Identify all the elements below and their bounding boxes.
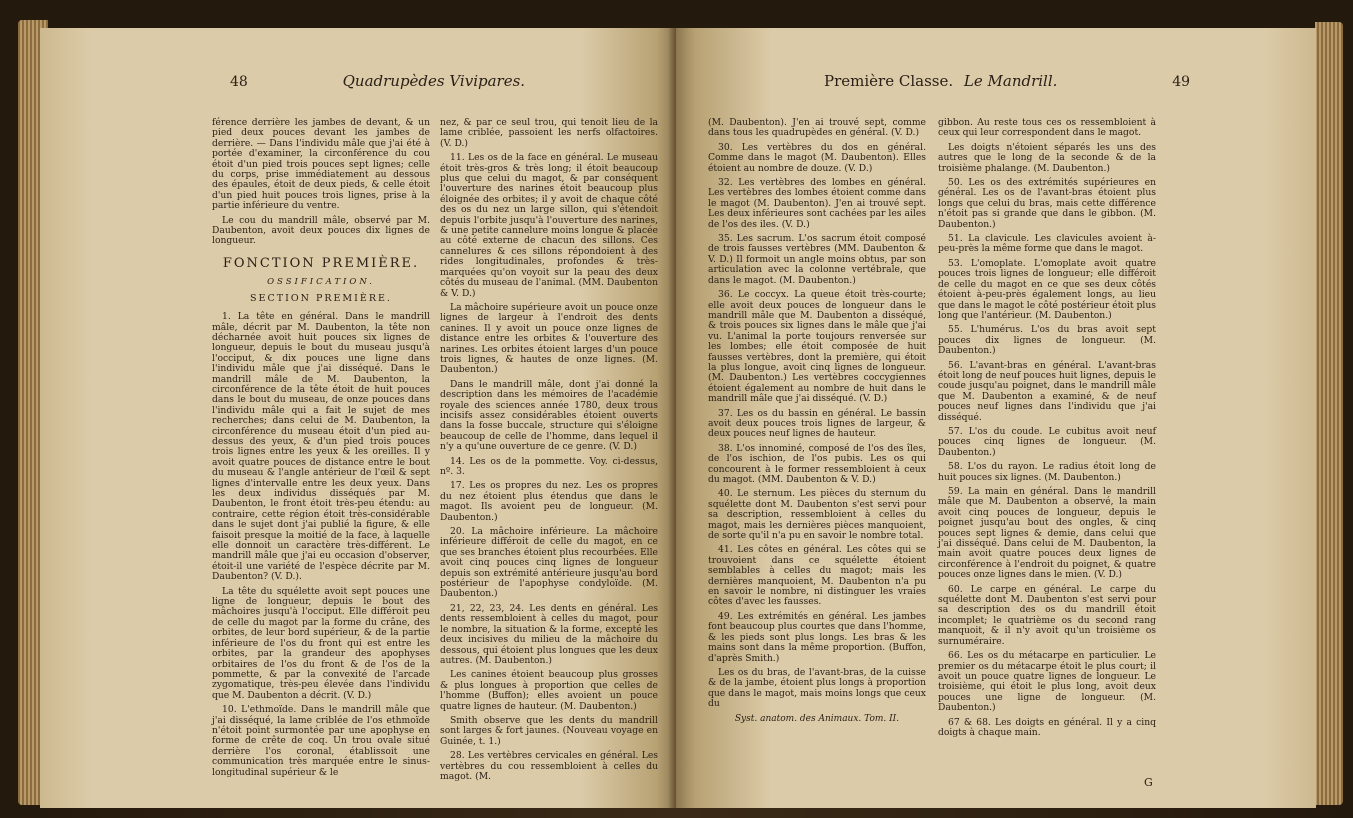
right-running-title-b: Le Mandrill. [963,72,1058,90]
right-col1-paragraph: 30. Les vertèbres du dos en général. Comme dans le magot (M. Daubenton). Elles étoient au nombre de douze. (V. D.) [708,141,926,174]
right-column-2 [938,118,1156,742]
right-col2-paragraph: 56. L'avant-bras en général. L'avant-bras étoit long de neuf pouces huit lignes, depuis le coude jusqu'au poignet, dans le mandrill mâle que M. Daubenton a examiné, & de neuf pouces neuf lignes dans l'individu que j'ai disséqué. [938,359,1156,423]
left-page-number: 48 [230,74,248,90]
right-col1-paragraph: 38. L'os innominé, composé de l'os des îles, de l'os ischion, de l'os pubis. Les os qui concourent à le former ressembloient à ceux du magot. (MM. Daubenton & V. D.) [708,442,926,485]
left-running-title: Quadrupèdes Vivipares. [342,72,526,90]
left-col2-paragraph: Les canines étoient beaucoup plus grosses & plus longues à proportion que celles de l'homme (Buffon); elles avoient un pouce quatre lignes de hauteur. (M. Daubenton.) [440,669,658,712]
right-col1-paragraph: 37. Les os du bassin en général. Le bassin avoit deux pouces trois lignes de largeur, & deux pouces neuf lignes de hauteur. [708,407,926,440]
left-col2-paragraph: 21, 22, 23, 24. Les dents en général. Les dents ressembloient à celles du magot, pour le nombre, la situation & la forme, excepté les deux incisives du milieu de la mâchoire du dessous, qui étoient plus longues que les deux autres. (M. Daubenton.) [440,602,658,666]
left-col2-paragraph: 20. La mâchoire inférieure. La mâchoire inférieure différoit de celle du magot, en ce que ses branches étoient plus recourbées. Elle avoit cinq pouces cinq lignes de longueur depuis son extrémité antérieure jusqu'au bord postérieur de l'apophyse condyloïde. (M. Daubenton.) [440,526,658,600]
right-column-1 [708,118,926,724]
right-col2-paragraph: 67 & 68. Les doigts en général. Il y a cinq doigts à chaque main. [938,716,1156,738]
observation-title: OSSIFICATION. [267,277,375,288]
signature-mark: G [1144,776,1153,789]
left-col2-paragraph: 14. Les os de la pommette. Voy. ci-dessus, nº. 3. [440,455,658,477]
left-col1b-paragraph: 10. L'ethmoïde. Dans le mandrill mâle que j'ai disséqué, la lame criblée de l'os ethmoïde n'étoit point surmontée par une apophyse en forme de crête de coq. Un trou ovale situé derrière l'os coronal, établissoit une communication très marquée entre le sinus-longitudinal supérieur & le [212,704,430,778]
left-col2-paragraph: nez, & par ce seul trou, qui tenoit lieu de la lame criblée, passoient les nerfs olfactoires. (V. D.) [440,117,658,149]
right-col1-paragraph: Les os du bras, de l'avant-bras, de la cuisse & de la jambe, étoient plus longs à proportion que dans le magot, mais moins longs que ceux du [708,666,926,710]
fonction-title: FONCTION PREMIÈRE. [222,255,420,271]
right-col2-paragraph: 53. L'omoplate. L'omoplate avoit quatre pouces trois lignes de longueur; elle différoit de celle du magot en ce que ses deux côtés étoient à-peu-près également longs, au lieu que dans le magot le côté postérieur étoit plus long que l'antérieur. (M. Daubenton.) [938,257,1156,321]
left-page [40,28,676,808]
right-col2-paragraph: 60. Le carpe en général. Le carpe du squélette dont M. Daubenton s'est servi pour sa description des os du mandrill étoit incomplet; le quatrième os du second rang manquoit, & il n'y avoit qu'un troisième os surnuméraire. [938,583,1156,647]
right-page [676,28,1316,808]
right-running-head [824,72,1190,90]
left-col1-paragraph: férence derrière les jambes de devant, & un pied deux pouces devant les jambes de derrière. — Dans l'individu mâle que j'ai été à portée d'examiner, la circonférence du cou étoit d'un pied trois pouces sept lignes; celle du corps, prise immédiatement au dessous des épaules, étoit de deux pieds, & celle étoit d'un pied huit pouces trois lignes, prise à la partie inférieure du ventre. [212,117,430,212]
left-column-1 [212,118,430,782]
right-col2-paragraph: 57. L'os du coude. Le cubitus avoit neuf pouces cinq lignes de longueur. (M. Daubenton.) [938,425,1156,458]
right-col2-paragraph: 66. Les os du métacarpe en particulier. Le premier os du métacarpe étoit le plus court; il avoit un pouce quatre lignes de longueur. Le troisième, qui étoit le plus long, avoit deux pouces une ligne de longueur. (M. Daubenton.) [938,650,1156,714]
right-col1-paragraph: (M. Daubenton). J'en ai trouvé sept, comme dans tous les quadrupèdes en général. (V. D.) [708,117,926,139]
right-col1-paragraph: 40. Le sternum. Les pièces du sternum du squélette dont M. Daubenton s'est servi pour sa description, ressembloient à celles du magot, mais les dernières pièces manquoient, de sorte qu'il n'a pu en savoir le nombre total. [708,488,926,542]
left-running-head [230,72,525,90]
right-col2-paragraph: 50. Les os des extrémités supérieures en général. Les os de l'avant-bras étoient plus longs que celui du bras, mais cette différence n'étoit pas si grande que dans le gibbon. (M. Daubenton.) [938,177,1156,230]
left-col2-paragraph: Dans le mandrill mâle, dont j'ai donné la description dans les mémoires de l'académie royale des sciences année 1780, deux trous incisifs assez considérables étoient ouverts dans la fosse buccale, structure qui s'éloigne beaucoup de celle de l'homme, dans lequel il n'y a qu'une ouverture de ce genre. (V. D.) [440,378,658,453]
right-col1-paragraph: 49. Les extrémités en général. Les jambes font beaucoup plus courtes que dans l'homme, & les pieds sont plus longs. Les bras & les mains sont dans la même proportion. (Buffon, d'après Smith.) [708,610,926,664]
left-col2-paragraph: 11. Les os de la face en général. Le museau étoit très-gros & très long; il étoit beaucoup plus que celui du magot, & par conséquent l'ouverture des narines étoit beaucoup plus éloignée des orbites; il y avoit de chaque côté des os du nez un large sillon, qui s'étendoit depuis l'orbite jusqu'à l'ouverture des narines, & une petite cannelure moins longue & placée au côté externe de chacun des sillons. Ces cannelures & ces sillons répondoient à des rides longitudinales, profondes & très-marquées qu'on voyoit sur la peau des deux côtés du museau de l'animal. (MM. Daubenton & V. D.) [440,152,658,299]
right-col1-paragraph: 36. Le coccyx. La queue étoit très-courte; elle avoit deux pouces de longueur dans le mandrill mâle que M. Daubenton a disséqué, & trois pouces six lignes dans le mâle que j'ai vu. L'animal la porte toujours renversée sur les lombes; elle étoit composée de huit fausses vertèbres, dont la première, qui étoit la plus longue, avoit cinq lignes de longueur. (M. Daubenton.) Les vertèbres coccygiennes étoient également au nombre de huit dans le mandrill mâle que j'ai disséqué. (V. D.) [708,289,926,405]
right-col1-paragraph: 35. Les sacrum. L'os sacrum étoit composé de trois fausses vertèbres (MM. Daubenton & V. D.) Il formoit un angle moins obtus, par son articulation avec la colonne vertébrale, que dans le magot. (M. Daubenton.) [708,233,926,286]
right-column-1-footer: Syst. anatom. des Animaux. Tom. II. [734,713,900,724]
right-col1-paragraph: 32. Les vertèbres des lombes en général. Les vertèbres des lombes étoient comme dans le magot (M. Daubenton). J'en ai trouvé sept. Les deux inférieures sont cachées par les ailes de l'os des iles. (V. D.) [708,177,926,230]
left-col1-paragraph: Le cou du mandrill mâle, observé par M. Daubenton, avoit deux pouces dix lignes de longueur. [212,214,430,247]
right-col2-paragraph: 55. L'humérus. L'os du bras avoit sept pouces dix lignes de longueur. (M. Daubenton.) [938,324,1156,357]
left-col2-paragraph: Smith observe que les dents du mandrill sont larges & fort jaunes. (Nouveau voyage en Guinée, t. 1.) [440,714,658,747]
left-col1b-paragraph: 1. La tête en général. Dans le mandrill mâle, décrit par M. Daubenton, la tête non décharnée avoit huit pouces six lignes de longueur, depuis le bout du museau jusqu'à l'occiput, & dix pouces une ligne dans l'individu mâle que j'ai disséqué. Dans le mandrill mâle de M. Daubenton, la circonférence de la tête étoit de huit pouces dans le bout du museau, de onze pouces dans l'individu mâle qui a fait le sujet de mes recherches; dans celui de M. Daubenton, la circonférence du museau étoit d'un pied au-dessus des yeux, & d'un pied trois pouces trois lignes entre les yeux & les oreilles. Il y avoit quatre pouces de distance entre le bout du museau & l'angle antérieur de l'œil & sept lignes d'intervalle entre les deux yeux. Dans les deux individus disséqués par M. Daubenton, le front étoit très-peu étendu: au contraire, cette région étoit très-considérable dans le sujet dont j'ai publié la figure, & elle faisoit presque la moitié de la face, à laquelle elle donnoit un caractère très-différent. Le mandrill mâle que j'ai eu occasion d'observer, étoit-il une variété de l'espèce décrite par M. Daubenton? (V. D.). [212,311,430,583]
left-col1b-paragraph: La tête du squélette avoit sept pouces une ligne de longueur, depuis le bout des mâchoires jusqu'à l'occiput. Elle différoit peu de celle du magot par la forme du crâne, des orbites, de leur bord supérieur, & de la partie inférieure de l'os du front qui est entre les orbites, par la grandeur des apophyses orbitaires de l'os du front & de l'os de la pommette, & par la convexité de l'arcade zygomatique, très-peu élevée dans l'individu que M. Daubenton a décrit. (V. D.) [212,585,430,701]
right-col2-paragraph: 51. La clavicule. Les clavicules avoient à-peu-près la même forme que dans le magot. [938,233,1156,255]
section-title: SECTION PREMIÈRE. [250,292,392,304]
right-col2-paragraph: 59. La main en général. Dans le mandrill mâle que M. Daubenton a observé, la main avoit cinq pouces de longueur, depuis le poignet jusqu'au bout des ongles, & cinq pouces sept lignes & demie, dans celui que j'ai disséqué. Dans celui de M. Daubenton, la main avoit quatre pouces deux lignes de circonférence à l'endroit du poignet, & quatre pouces onze lignes dans le mien. (V. D.) [938,486,1156,581]
right-col2-paragraph: gibbon. Au reste tous ces os ressembloient à ceux qui leur correspondent dans le magot. [938,117,1156,139]
right-col2-paragraph: 58. L'os du rayon. Le radius étoit long de huit pouces six lignes. (M. Daubenton.) [938,461,1156,483]
left-col2-paragraph: La mâchoire supérieure avoit un pouce onze lignes de largeur à l'endroit des dents canines. Il y avoit un pouce onze lignes de distance entre les orbites & l'ouverture des narines. Les orbites étoient larges d'un pouce trois lignes, & hautes de onze lignes. (M. Daubenton.) [440,301,658,376]
left-column-2 [440,118,658,786]
left-col2-paragraph: 17. Les os propres du nez. Les os propres du nez étoient plus étendus que dans le magot. Ils avoient peu de longueur. (M. Daubenton.) [440,480,658,523]
left-col2-paragraph: 28. Les vertèbres cervicales en général. Les vertèbres du cou ressembloient à celles du magot. (M. [440,750,658,782]
right-page-edges [1315,22,1343,805]
right-col1-paragraph: 41. Les côtes en général. Les côtes qui se trouvoient dans ce squélette étoient semblables à celles du magot; mais les dernières manquoient, M. Daubenton n'a pu en savoir le nombre, ni distinguer les vraies côtes d'avec les fausses. [708,544,926,608]
right-col2-paragraph: Les doigts n'étoient séparés les uns des autres que le long de la seconde & de la troisième phalange. (M. Daubenton.) [938,141,1156,174]
right-page-number: 49 [1172,74,1191,90]
right-running-title-a: Première Classe. [824,72,954,90]
